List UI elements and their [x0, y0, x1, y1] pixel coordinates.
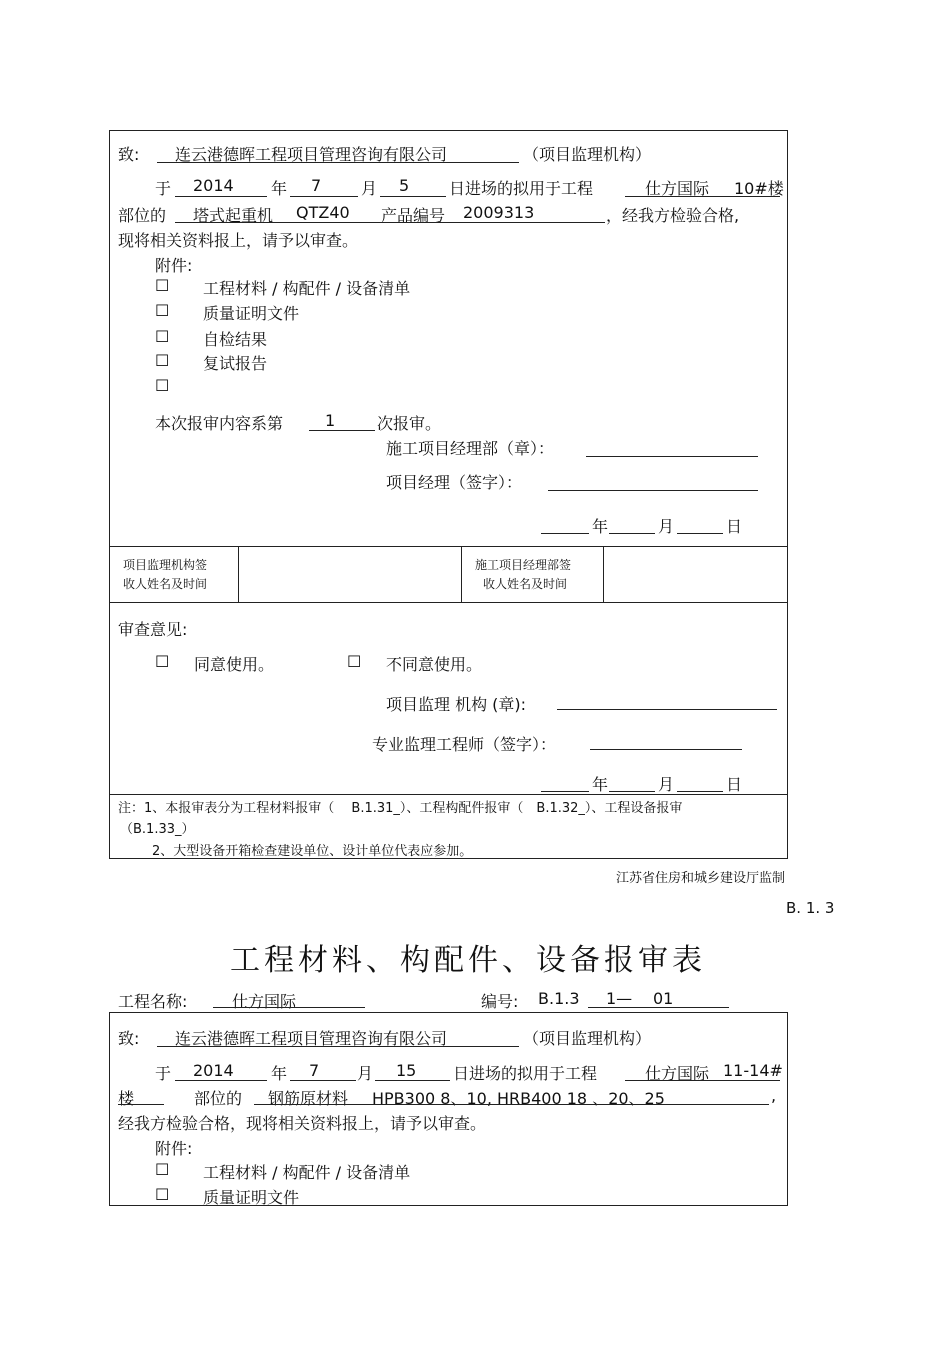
day-value-2: 15	[396, 1061, 417, 1080]
manager-sign-line	[548, 490, 758, 491]
engineer-label: 专业监理工程师（签字）：	[372, 735, 557, 754]
note-line-1: 注：1、本报审表分为工程材料报审（ B.1.31_）、工程构配件报审（ B.1.32_）、工程设备报审	[118, 801, 683, 816]
disagree-label: 不同意使用。	[386, 655, 483, 674]
attachment2-label-2: 质量证明文件	[203, 1188, 300, 1207]
date2-year-line	[541, 791, 589, 792]
times-underline	[309, 430, 375, 431]
project-name-label: 工程名称:	[118, 992, 188, 1011]
supervisor-credit: 江苏省住房和城乡建设厅监制	[616, 871, 786, 886]
pass-text: ，经我方检验合格,	[606, 206, 740, 225]
attachment-label-4: 复试报告	[203, 354, 268, 373]
building: 10#楼	[734, 179, 784, 198]
serial-value: 2009313	[463, 203, 535, 222]
form1-divider-mid	[109, 602, 788, 603]
attachment-checkbox-1[interactable]: ☐	[155, 276, 170, 295]
material-spec: HPB300 8、10, HRB400 18 、20、25	[372, 1089, 665, 1108]
yu-label: 于	[155, 179, 172, 198]
form1-col3	[603, 546, 604, 602]
equipment-underline	[175, 222, 605, 223]
con-recv-label-2: 收人姓名及时间	[483, 577, 568, 591]
form-code: B. 1. 3	[786, 899, 835, 917]
project-name-underline	[213, 1007, 365, 1008]
month-underline-2	[290, 1080, 356, 1081]
lou-label: 楼	[118, 1089, 135, 1108]
month-value: 7	[311, 176, 322, 195]
to-label: 致:	[118, 145, 140, 164]
date1-day-line	[677, 533, 723, 534]
date2-month-line	[609, 791, 655, 792]
day-value: 5	[399, 176, 410, 195]
attachment2-label-1: 工程材料 / 构配件 / 设备清单	[203, 1163, 411, 1182]
pass-text-2: 经我方检验合格，现将相关资料报上，请予以审查。	[118, 1114, 487, 1133]
attachment-checkbox-4[interactable]: ☐	[155, 351, 170, 370]
times-value: 1	[325, 411, 336, 430]
number-label: 编号:	[481, 992, 519, 1011]
material-underline	[254, 1104, 769, 1105]
part-prefix-2: 部位的	[194, 1089, 243, 1108]
to-label-2: 致:	[118, 1029, 140, 1048]
building-2: 11-14#	[723, 1061, 783, 1080]
serial-label: 产品编号	[381, 206, 446, 225]
project-underline	[625, 196, 780, 197]
attachment-label-3: 自检结果	[203, 330, 268, 349]
form1-col1	[238, 546, 239, 602]
attachment-checkbox-2[interactable]: ☐	[155, 301, 170, 320]
agree-label: 同意使用。	[194, 655, 275, 674]
company-name: 连云港德晖工程项目管理咨询有限公司	[175, 145, 448, 164]
month-value-2: 7	[309, 1061, 320, 1080]
note-line-2: （B.1.33_）	[120, 822, 195, 837]
attach-label-2: 附件:	[155, 1139, 193, 1158]
year-value-2: 2014	[193, 1061, 234, 1080]
attachment-label-2: 质量证明文件	[203, 304, 300, 323]
nian-label: 年	[271, 179, 288, 198]
year-value: 2014	[193, 176, 234, 195]
form1-divider-note	[109, 794, 788, 795]
number-underline	[588, 1007, 729, 1008]
con-recv-label-1: 施工项目经理部签	[475, 558, 572, 572]
attachment-label-1: 工程材料 / 构配件 / 设备清单	[203, 279, 411, 298]
date2-day: 日	[726, 775, 743, 794]
attach-label: 附件:	[155, 256, 193, 275]
company-underline	[157, 162, 519, 163]
company-underline-2	[157, 1046, 519, 1047]
project-name: 仕方国际	[645, 179, 710, 198]
org-suffix-2: （项目监理机构）	[523, 1029, 652, 1048]
attachment2-checkbox-2[interactable]: ☐	[155, 1185, 170, 1204]
attachment-checkbox-3[interactable]: ☐	[155, 327, 170, 346]
date1-year-line	[541, 533, 589, 534]
agree-checkbox[interactable]: ☐	[155, 652, 170, 671]
nian-label-2: 年	[271, 1064, 288, 1083]
yue-label-2: 月	[357, 1064, 374, 1083]
form1-col2	[461, 546, 462, 602]
number-prefix: B.1.3	[538, 989, 580, 1008]
part-prefix: 部位的	[118, 206, 167, 225]
sup-recv-label-1: 项目监理机构签	[123, 558, 208, 572]
equipment-name: 塔式起重机	[193, 206, 274, 225]
sup-recv-label-2: 收人姓名及时间	[123, 577, 208, 591]
date2-month: 月	[658, 775, 675, 794]
sup-org-label: 项目监理 机构 (章):	[386, 695, 527, 714]
sup-org-line	[557, 709, 777, 710]
project-underline-2	[625, 1080, 780, 1081]
year-underline	[175, 196, 267, 197]
date2-year: 年	[592, 775, 609, 794]
submit-text: 现将相关资料报上，请予以审查。	[118, 231, 359, 250]
project-name-2: 仕方国际	[645, 1064, 710, 1083]
attachment-checkbox-5[interactable]: ☐	[155, 376, 170, 395]
disagree-checkbox[interactable]: ☐	[347, 652, 362, 671]
times-suffix: 次报审。	[377, 414, 442, 433]
ri-text-2: 日进场的拟用于工程	[453, 1064, 598, 1083]
times-prefix: 本次报审内容系第	[155, 414, 284, 433]
day-underline	[380, 196, 446, 197]
yue-label: 月	[361, 179, 378, 198]
number-part2: 01	[653, 989, 674, 1008]
number-part1: 1—	[606, 989, 633, 1008]
material-comma: ,	[771, 1086, 777, 1105]
dept-seal-label: 施工项目经理部（章）：	[386, 439, 555, 458]
equipment-model: QTZ40	[296, 203, 350, 222]
company-name-2: 连云港德晖工程项目管理咨询有限公司	[175, 1029, 448, 1048]
date1-month-line	[609, 533, 655, 534]
attachment2-checkbox-1[interactable]: ☐	[155, 1160, 170, 1179]
date1-day: 日	[726, 517, 743, 536]
con-recv-field[interactable]	[605, 548, 786, 600]
date1-year: 年	[592, 517, 609, 536]
date1-month: 月	[658, 517, 675, 536]
note-line-3: 2、大型设备开箱检查建设单位、设计单位代表应参加。	[152, 844, 473, 859]
date2-day-line	[677, 791, 723, 792]
material-name: 钢筋原材料	[268, 1089, 349, 1108]
review-label: 审查意见:	[118, 620, 188, 639]
dept-seal-line	[586, 456, 758, 457]
month-underline	[290, 196, 358, 197]
form1-divider-top	[109, 546, 788, 547]
ri-text: 日进场的拟用于工程	[449, 179, 594, 198]
form-title: 工程材料、构配件、设备报审表	[230, 943, 706, 978]
engineer-line	[590, 749, 742, 750]
sup-recv-field[interactable]	[240, 548, 459, 600]
org-suffix: （项目监理机构）	[523, 145, 652, 164]
yu-label-2: 于	[155, 1064, 172, 1083]
year-underline-2	[175, 1080, 267, 1081]
project-name-value: 仕方国际	[232, 992, 297, 1011]
day-underline-2	[375, 1080, 450, 1081]
manager-sign-label: 项目经理（签字）：	[386, 473, 523, 492]
lou-underline	[118, 1104, 164, 1105]
